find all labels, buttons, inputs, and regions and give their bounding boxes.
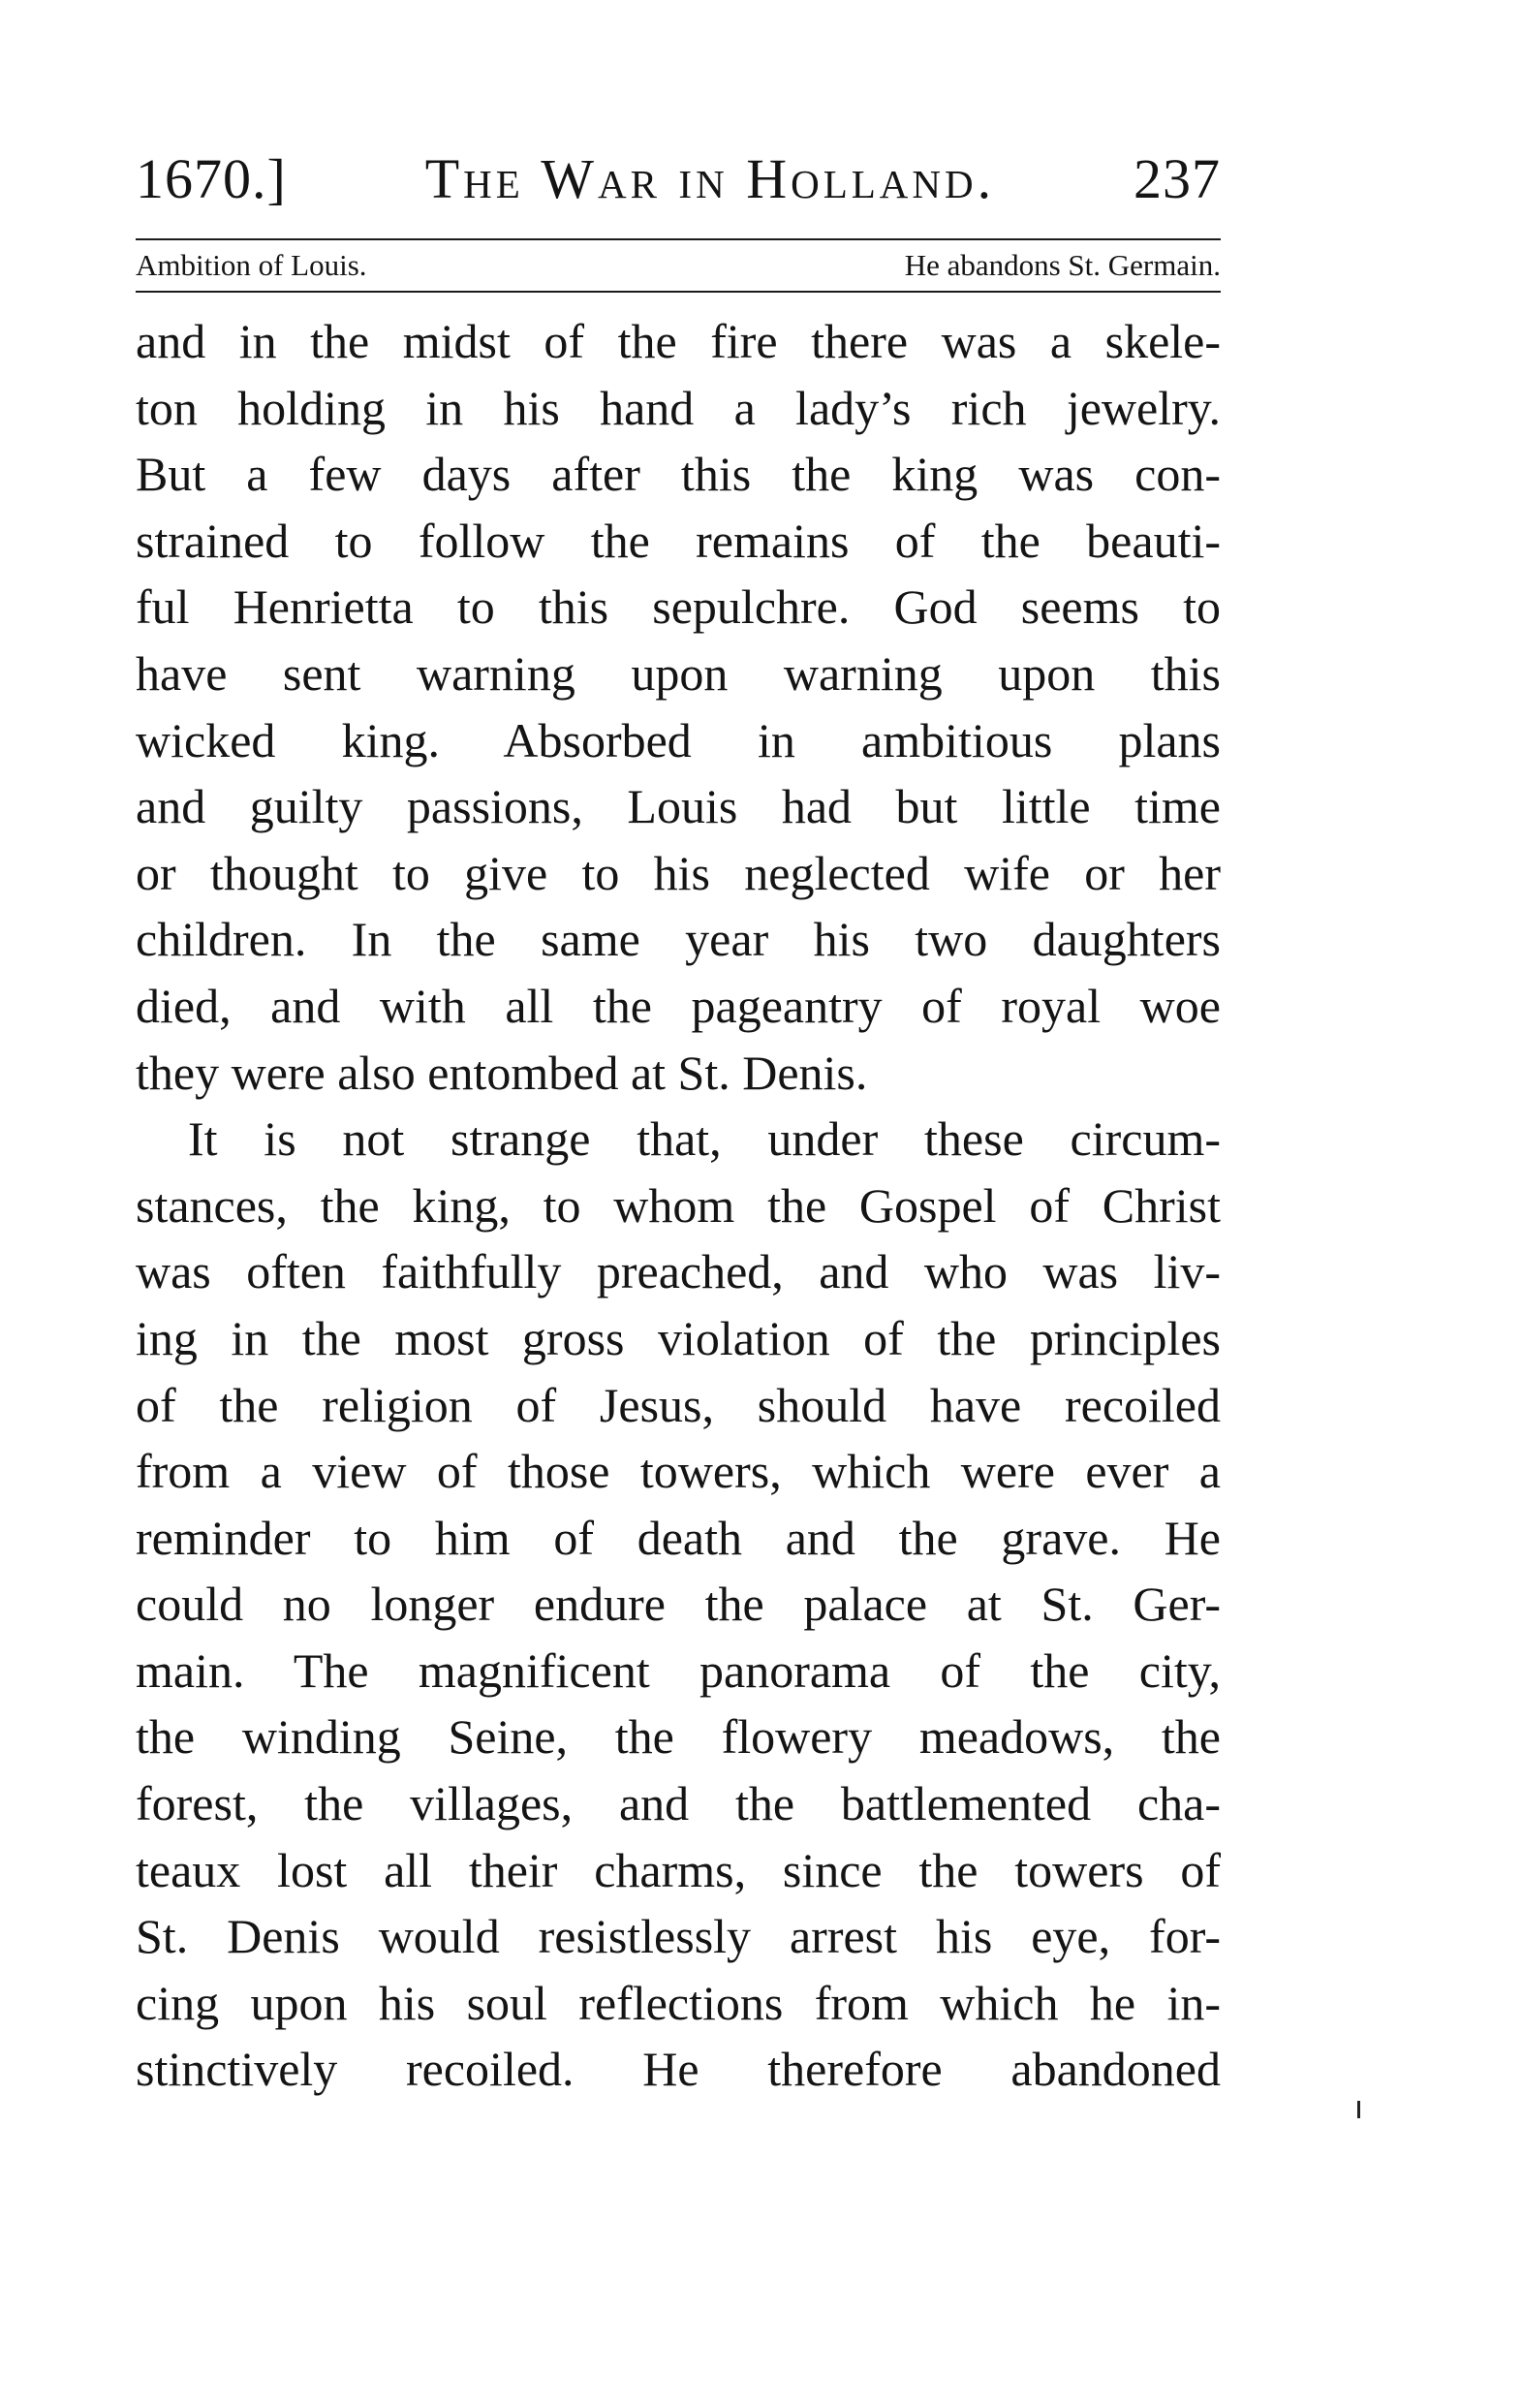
text-line: ton holding in his hand a lady’s rich jewelry. bbox=[136, 380, 1221, 435]
text-line: and guilty passions, Louis had but little time bbox=[136, 779, 1221, 834]
text-line: St. Denis would resistlessly arrest his eye, for- bbox=[136, 1909, 1221, 1964]
text-line: from a view of those towers, which were ever a bbox=[136, 1444, 1221, 1499]
text-line: children. In the same year his two daughters bbox=[136, 912, 1221, 967]
book-page bbox=[136, 145, 1221, 2103]
text-line: ful Henrietta to this sepulchre. God seems to bbox=[136, 579, 1221, 635]
text-line: wicked king. Absorbed in ambitious plans bbox=[136, 712, 1221, 767]
text-line: died, and with all the pageantry of royal woe bbox=[136, 978, 1221, 1033]
page-number: 237 bbox=[1133, 147, 1221, 210]
text-line: strained to follow the remains of the beauti- bbox=[136, 513, 1221, 568]
subheader-right: He abandons St. Germain. bbox=[904, 248, 1221, 282]
header-year: 1670.] bbox=[136, 147, 287, 210]
subheader bbox=[136, 246, 1221, 285]
header-rule-bottom bbox=[136, 291, 1221, 293]
text-line: main. The magnificent panorama of the city, bbox=[136, 1642, 1221, 1698]
header-rule-top bbox=[136, 238, 1221, 240]
text-line: ing in the most gross violation of the principles bbox=[136, 1310, 1221, 1365]
body-text bbox=[136, 308, 1221, 2103]
text-line: stances, the king, to whom the Gospel of Christ bbox=[136, 1177, 1221, 1233]
text-line: or thought to give to his neglected wife or her bbox=[136, 845, 1221, 900]
text-line: the winding Seine, the flowery meadows, the bbox=[136, 1709, 1221, 1765]
text-line: could no longer endure the palace at St. Ger- bbox=[136, 1577, 1221, 1632]
text-line: and in the midst of the fire there was a skele- bbox=[136, 314, 1221, 368]
text-line: they were also entombed at St. Denis. bbox=[136, 1045, 868, 1100]
text-line: It is not strange that, under these circum- bbox=[188, 1111, 1221, 1167]
text-line: have sent warning upon warning upon this bbox=[136, 645, 1221, 701]
margin-speck bbox=[1357, 2101, 1360, 2118]
header-title: The War in Holland. bbox=[424, 147, 996, 210]
text-line: stinctively recoiled. He therefore abandoned bbox=[136, 2042, 1221, 2097]
text-line: was often faithfully preached, and who was liv- bbox=[136, 1244, 1221, 1299]
text-line: of the religion of Jesus, should have recoiled bbox=[136, 1377, 1221, 1432]
text-line: forest, the villages, and the battlemented cha- bbox=[136, 1776, 1221, 1831]
text-line: But a few days after this the king was con- bbox=[136, 447, 1221, 502]
text-line: reminder to him of death and the grave. He bbox=[136, 1510, 1221, 1565]
text-line: teaux lost all their charms, since the towers of bbox=[136, 1842, 1221, 1897]
text-line: cing upon his soul reflections from which he in- bbox=[136, 1975, 1221, 2030]
running-header bbox=[136, 145, 1221, 213]
subheader-left: Ambition of Louis. bbox=[136, 248, 367, 282]
